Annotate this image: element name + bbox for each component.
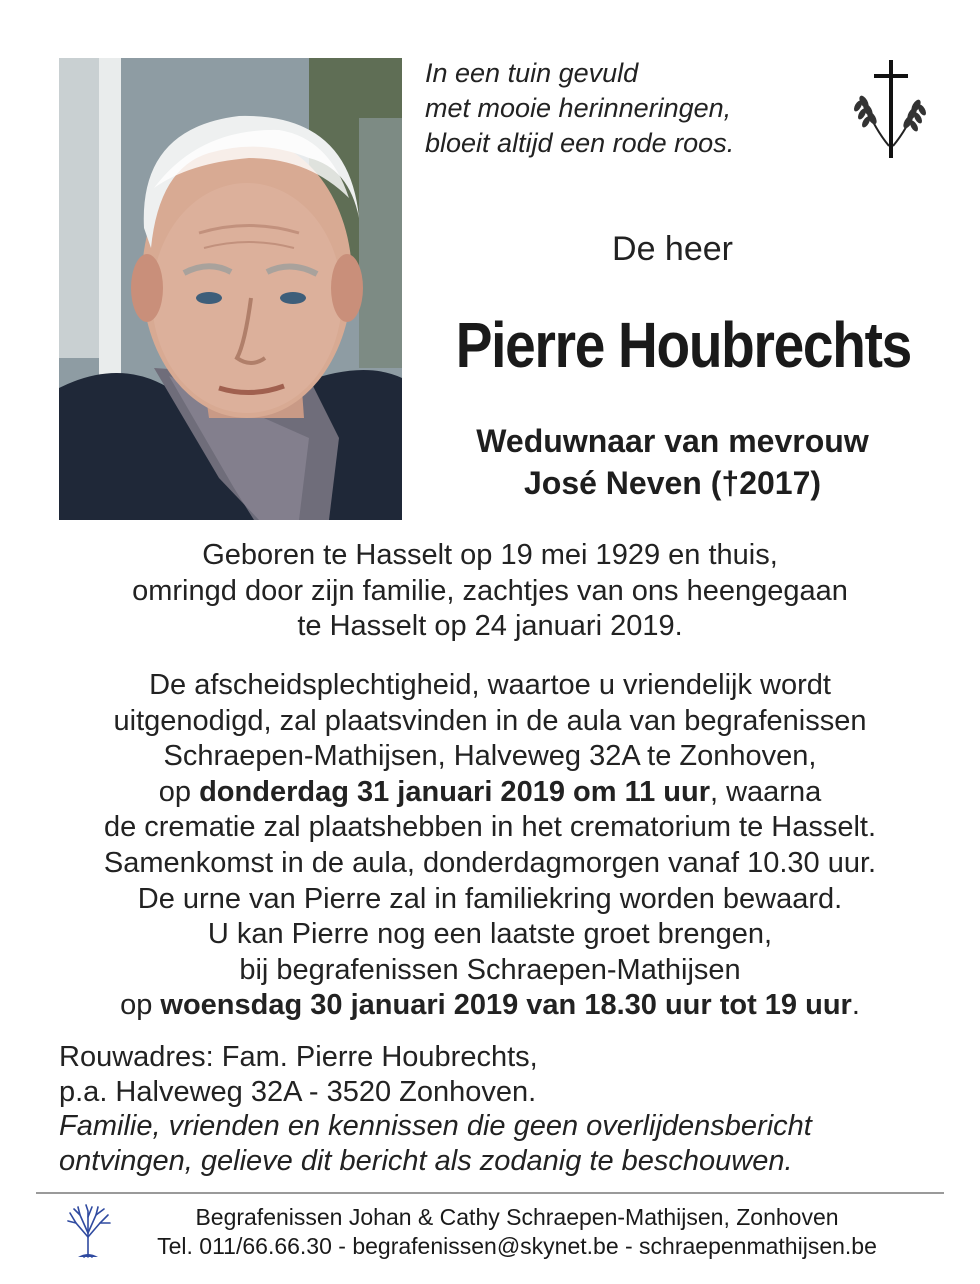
footer-contact: Tel. 011/66.66.30 - begrafenissen@skynet.be - schraepenmathijsen.be bbox=[157, 1233, 877, 1259]
divider bbox=[36, 1192, 944, 1194]
poem-line: met mooie herinneringen, bbox=[425, 93, 732, 123]
widow-line: José Neven (†2017) bbox=[523, 465, 822, 501]
funeral-home-footer bbox=[112, 1203, 922, 1261]
poem-line: In een tuin gevuld bbox=[425, 58, 639, 88]
ceremony-line: De afscheidsplechtigheid, waartoe u vriendelijk wordt bbox=[149, 669, 831, 701]
ceremony-text: op bbox=[158, 775, 200, 808]
portrait-illustration bbox=[59, 58, 402, 520]
birth-line: Geboren te Hasselt op 19 mei 1929 en thuis, bbox=[202, 539, 778, 571]
birth-death-paragraph bbox=[40, 538, 940, 645]
address-line: p.a. Halveweg 32A - 3520 Zonhoven. bbox=[59, 1075, 537, 1108]
portrait-photo bbox=[59, 58, 402, 520]
address-note: Familie, vrienden en kennissen die geen overlijdensbericht bbox=[59, 1110, 812, 1142]
title-prefix: De heer bbox=[612, 230, 733, 268]
ceremony-line: De urne van Pierre zal in familiekring worden bewaard. bbox=[137, 882, 843, 915]
address-line: Rouwadres: Fam. Pierre Houbrechts, bbox=[59, 1041, 538, 1073]
visit-text: op bbox=[120, 989, 161, 1022]
ceremony-line: Schraepen-Mathijsen, Halveweg 32A te Zonhoven, bbox=[163, 740, 817, 773]
ceremony-line: de crematie zal plaatshebben in het crematorium te Hasselt. bbox=[103, 811, 877, 844]
widow-line: Weduwnaar van mevrouw bbox=[476, 423, 869, 459]
ceremony-line: Samenkomst in de aula, donderdagmorgen vanaf 10.30 uur. bbox=[103, 846, 877, 879]
visit-text: . bbox=[851, 989, 860, 1022]
ceremony-line bbox=[40, 988, 940, 1024]
birth-line: omringd door zijn familie, zachtjes van ons heengegaan bbox=[132, 574, 848, 607]
poem-line: bloeit altijd een rode roos. bbox=[425, 128, 735, 158]
tree-logo-icon bbox=[64, 1203, 112, 1259]
poem bbox=[425, 56, 825, 161]
footer-line: Begrafenissen Johan & Cathy Schraepen-Mathijsen, Zonhoven bbox=[195, 1204, 839, 1230]
ceremony-text: , waarna bbox=[710, 775, 822, 808]
widow-note bbox=[420, 420, 925, 504]
visit-date: woensdag 30 januari 2019 van 18.30 uur tot 19 uur bbox=[160, 989, 852, 1022]
deceased-name: Pierre Houbrechts bbox=[455, 309, 911, 381]
ceremony-line: bij begrafenissen Schraepen-Mathijsen bbox=[239, 953, 741, 986]
ceremony-paragraph bbox=[40, 668, 940, 1024]
ceremony-date: donderdag 31 januari 2019 om 11 uur bbox=[199, 775, 710, 808]
ceremony-line bbox=[40, 775, 940, 811]
mourning-address bbox=[59, 1040, 939, 1178]
ceremony-line: U kan Pierre nog een laatste groet brengen, bbox=[207, 918, 773, 951]
address-note: ontvingen, gelieve dit bericht als zodanig te beschouwen. bbox=[59, 1144, 793, 1177]
birth-line: te Hasselt op 24 januari 2019. bbox=[297, 610, 683, 643]
ceremony-line: uitgenodigd, zal plaatsvinden in de aula van begrafenissen bbox=[113, 704, 867, 737]
cross-icon bbox=[852, 58, 932, 160]
